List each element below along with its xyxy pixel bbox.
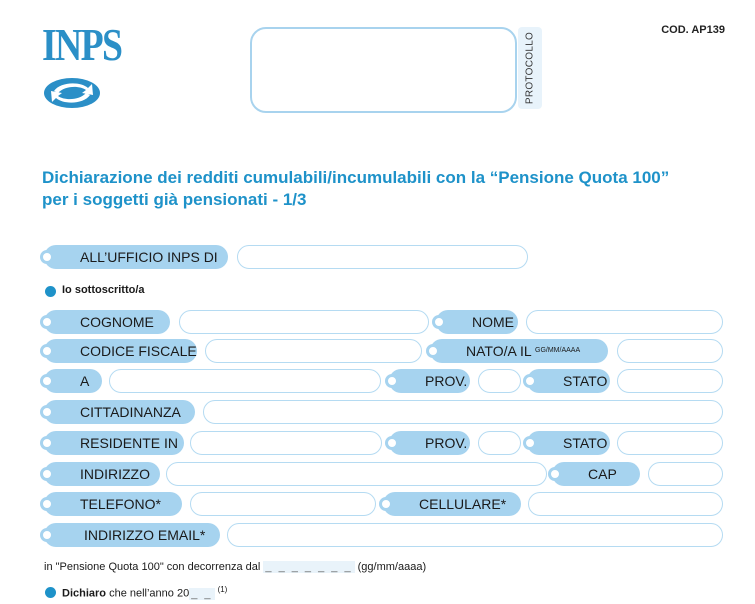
cittadinanza-pill <box>44 400 195 424</box>
nome-label: NOME <box>472 314 514 330</box>
office-label-pill <box>44 245 228 269</box>
luogo-nascita-label: A <box>80 373 90 389</box>
cap-field[interactable] <box>648 462 723 486</box>
dichiaro-bullet <box>45 587 56 598</box>
nato-il-label: NATO/A IL <box>466 343 532 359</box>
dichiaro-bold: Dichiaro <box>62 587 107 600</box>
cellulare-field[interactable] <box>528 492 723 516</box>
decorrenza-suffix: (gg/mm/aaaa) <box>357 561 427 573</box>
indirizzo-label: INDIRIZZO <box>80 466 150 482</box>
luogo-nascita-field[interactable] <box>109 369 381 393</box>
email-label: INDIRIZZO EMAIL* <box>84 527 206 543</box>
dichiaro-line <box>62 585 227 600</box>
residente-in-field[interactable] <box>190 431 382 455</box>
inps-logo-text: INPS <box>42 19 122 70</box>
residente-in-label: RESIDENTE IN <box>80 435 179 451</box>
stato-nascita-field[interactable] <box>617 369 723 393</box>
stato-nascita-label: STATO <box>563 373 608 389</box>
dichiaro-year-field[interactable]: _ _ <box>191 587 213 600</box>
nome-field[interactable] <box>526 310 723 334</box>
stato-residenza-label: STATO <box>563 435 608 451</box>
cap-pill <box>552 462 640 486</box>
codice-fiscale-label: CODICE FISCALE <box>80 343 197 359</box>
section-bullet <box>45 286 56 297</box>
decorrenza-date-field[interactable]: _ _ _ _ _ _ _ <box>265 561 353 573</box>
nato-il-pill <box>430 339 608 363</box>
protocol-label: PROTOCOLLO <box>524 31 536 105</box>
codice-fiscale-field[interactable] <box>205 339 422 363</box>
residente-in-pill <box>44 431 184 455</box>
prov-residenza-pill <box>389 431 470 455</box>
form-title-line2: per i soggetti già pensionati - 1/3 <box>42 190 307 209</box>
indirizzo-pill <box>44 462 160 486</box>
nato-il-format: GG/MM/AAAA <box>535 347 581 354</box>
cittadinanza-label: CITTADINANZA <box>80 404 181 420</box>
nato-il-field[interactable] <box>617 339 723 363</box>
stato-residenza-pill <box>527 431 610 455</box>
inps-logo-arrows-icon <box>42 76 102 110</box>
luogo-nascita-pill <box>44 369 102 393</box>
protocol-box <box>250 27 517 113</box>
prov-nascita-field[interactable] <box>478 369 521 393</box>
dichiaro-footnote: (1) <box>217 585 228 594</box>
email-pill <box>44 523 220 547</box>
stato-nascita-pill <box>527 369 610 393</box>
cellulare-label: CELLULARE* <box>419 496 507 512</box>
email-field[interactable] <box>227 523 723 547</box>
cittadinanza-field[interactable] <box>203 400 723 424</box>
cap-label: CAP <box>588 466 617 482</box>
section-undersigned: Io sottoscritto/a <box>62 284 145 296</box>
cognome-pill <box>44 310 170 334</box>
cognome-field[interactable] <box>179 310 429 334</box>
nome-pill <box>436 310 518 334</box>
prov-residenza-field[interactable] <box>478 431 521 455</box>
decorrenza-prefix: in "Pensione Quota 100" con decorrenza dal <box>44 561 261 573</box>
prov-nascita-label: PROV. <box>425 373 468 389</box>
decorrenza-line <box>44 561 426 573</box>
telefono-label: TELEFONO* <box>80 496 161 512</box>
cellulare-pill <box>383 492 521 516</box>
telefono-pill <box>44 492 182 516</box>
office-field[interactable] <box>237 245 528 269</box>
codice-fiscale-pill <box>44 339 197 363</box>
prov-nascita-pill <box>389 369 470 393</box>
form-title <box>42 167 742 211</box>
prov-residenza-label: PROV. <box>425 435 468 451</box>
cognome-label: COGNOME <box>80 314 154 330</box>
form-title-line1: Dichiarazione dei redditi cumulabili/incumulabili con la “Pensione Quota 100” <box>42 168 670 187</box>
office-label: ALL’UFFICIO INPS DI <box>80 249 218 265</box>
dichiaro-text: che nell’anno 20 <box>109 587 190 600</box>
stato-residenza-field[interactable] <box>617 431 723 455</box>
form-code: COD. AP139 <box>661 24 725 36</box>
telefono-field[interactable] <box>190 492 376 516</box>
indirizzo-field[interactable] <box>166 462 547 486</box>
